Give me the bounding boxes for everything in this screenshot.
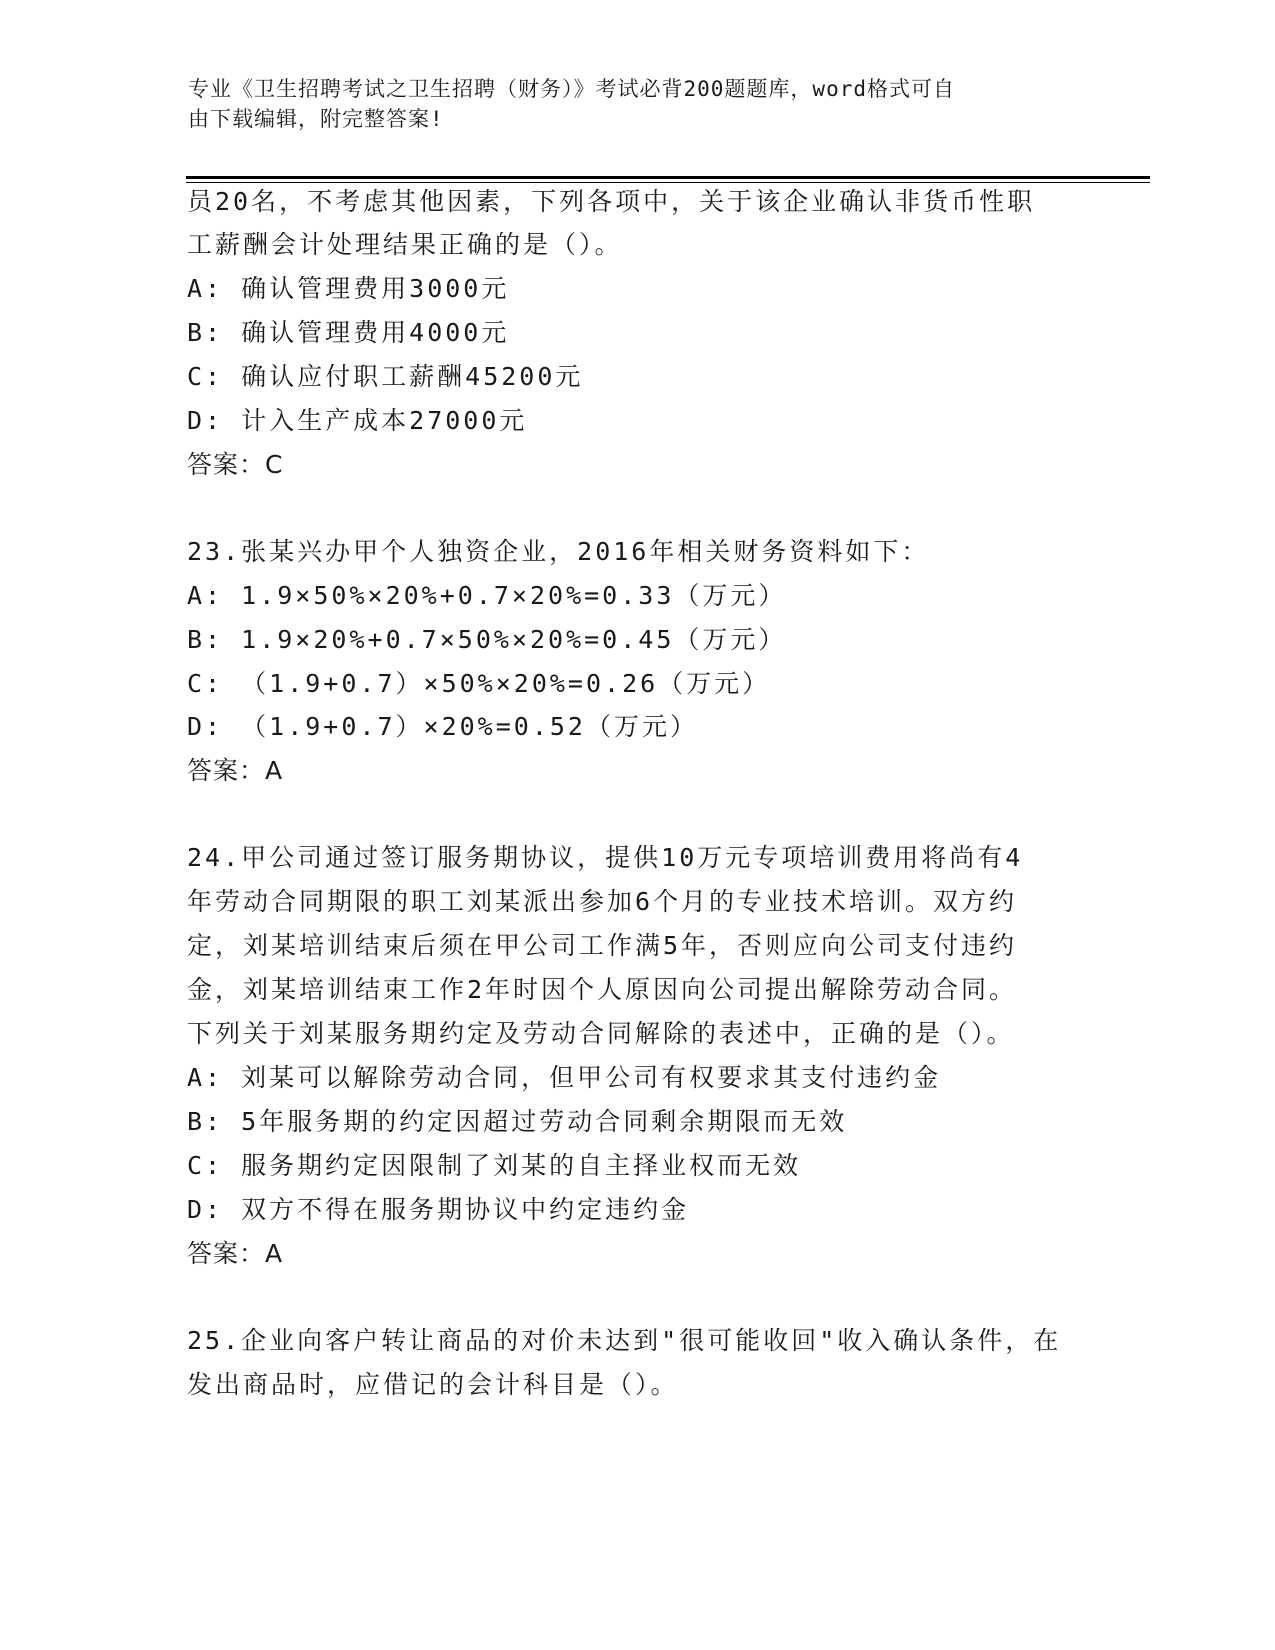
q24-answer: 答案：A (187, 1239, 284, 1268)
document-header (188, 74, 1068, 134)
header-rule-thick (186, 176, 1150, 179)
q22-option-d: D: 计入生产成本27000元 (187, 406, 528, 435)
q23-option-a: A: 1.9×50%×20%+0.7×20%=0.33（万元） (187, 581, 787, 610)
header-rule-thin (186, 182, 1150, 183)
q23-option-c: C: （1.9+0.7）×50%×20%=0.26（万元） (187, 669, 771, 698)
header-line-2: 由下载编辑，附完整答案! (188, 107, 444, 131)
q24-option-b: B: 5年服务期的约定因超过劳动合同剩余期限而无效 (187, 1107, 848, 1136)
q23-stem-line-1: 23.张某兴办甲个人独资企业，2016年相关财务资料如下： (187, 537, 930, 566)
q23-answer: 答案：A (187, 756, 284, 785)
q22-stem-line-1: 员20名，不考虑其他因素，下列各项中，关于该企业确认非货币性职 (187, 187, 1036, 216)
q23-option-b: B: 1.9×20%+0.7×50%×20%=0.45（万元） (187, 625, 787, 654)
q22-option-c: C: 确认应付职工薪酬45200元 (187, 362, 584, 391)
q25-stem-line-1: 25.企业向客户转让商品的对价未达到"很可能收回"收入确认条件，在 (187, 1326, 1062, 1355)
q24-stem-line-3: 定，刘某培训结束后须在甲公司工作满5年，否则应向公司支付违约 (187, 931, 1018, 960)
q24-stem-line-2: 年劳动合同期限的职工刘某派出参加6个月的专业技术培训。双方约 (187, 887, 1018, 916)
q24-stem-line-1: 24.甲公司通过签订服务期协议，提供10万元专项培训费用将尚有4 (187, 843, 1024, 872)
q22-stem-line-2: 工薪酬会计处理结果正确的是（）。 (187, 230, 623, 259)
q24-stem-line-5: 下列关于刘某服务期约定及劳动合同解除的表述中，正确的是（）。 (187, 1019, 1015, 1048)
q24-option-a: A: 刘某可以解除劳动合同，但甲公司有权要求其支付违约金 (187, 1063, 942, 1092)
q24-stem-line-4: 金，刘某培训结束工作2年时因个人原因向公司提出解除劳动合同。 (187, 975, 1018, 1004)
q24-option-c: C: 服务期约定因限制了刘某的自主择业权而无效 (187, 1151, 802, 1180)
q22-answer: 答案：C (187, 450, 284, 479)
q24-option-d: D: 双方不得在服务期协议中约定违约金 (187, 1195, 690, 1224)
header-line-1: 专业《卫生招聘考试之卫生招聘（财务）》考试必背200题题库，word格式可自 (188, 77, 955, 101)
q22-option-a: A: 确认管理费用3000元 (187, 274, 510, 303)
q25-stem-line-2: 发出商品时，应借记的会计科目是（）。 (187, 1370, 679, 1399)
q22-option-b: B: 确认管理费用4000元 (187, 318, 510, 347)
q23-option-d: D: （1.9+0.7）×20%=0.52（万元） (187, 712, 698, 741)
